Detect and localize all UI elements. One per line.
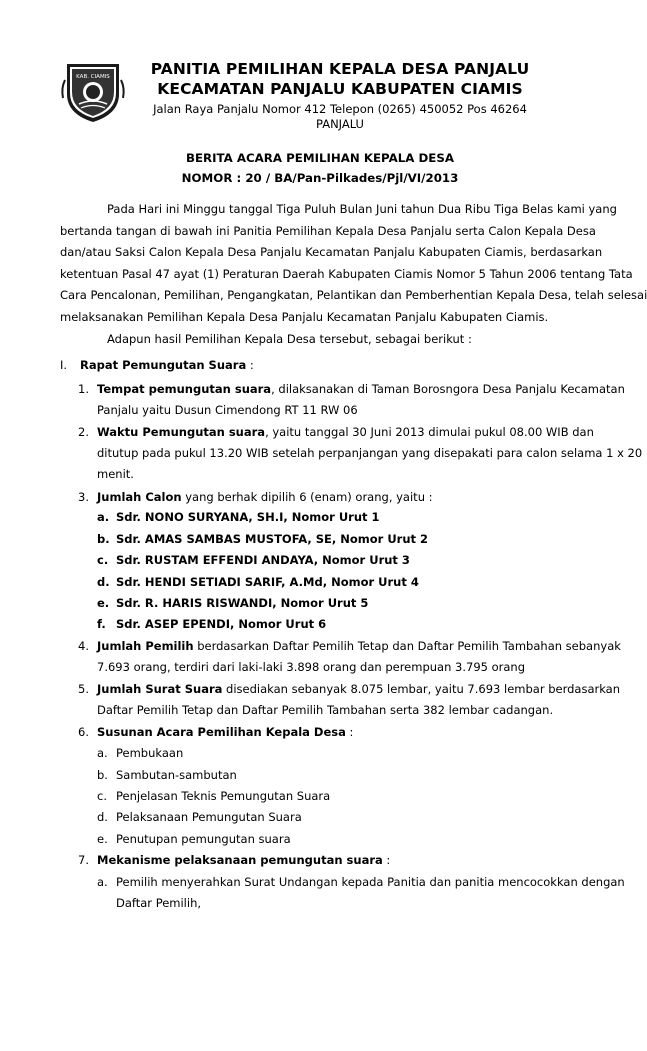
item-4-text: berdasarkan Daftar Pemilih Tetap dan Daftar Pemilih Tambahan sebanyak (193, 639, 621, 653)
result-intro: Adapun hasil Pemilihan Kepala Desa tersebut, sebagai berikut : (107, 332, 472, 346)
candidate-name: Sdr. AMAS SAMBAS MUSTOFA, SE, Nomor Urut 2 (116, 532, 429, 546)
item-4-line-1 (97, 636, 621, 657)
item-5-line-2: Daftar Pemilih Tetap dan Daftar Pemilih Tambahan serta 382 lembar cadangan. (97, 703, 554, 717)
section-title: Rapat Pemungutan Suara (80, 358, 247, 372)
letterhead-line-2: KECAMATAN PANJALU KABUPATEN CIAMIS (157, 80, 523, 98)
candidate-letter: c. (97, 553, 109, 567)
item-number: 2. (78, 425, 89, 439)
intro-line: dan/atau Saksi Calon Kepala Desa Panjalu Kecamatan Panjalu Kabupaten Ciamis, berdasarkan (60, 245, 603, 259)
item-7-line-1 (97, 850, 390, 871)
item-2-heading: Waktu Pemungutan suara (97, 425, 266, 439)
candidate-name: Sdr. RUSTAM EFFENDI ANDAYA, Nomor Urut 3 (116, 553, 410, 567)
agenda-item: Pembukaan (116, 746, 184, 760)
agenda-letter: c. (97, 789, 107, 803)
section-heading (80, 355, 254, 376)
section-title-suffix: : (246, 358, 254, 372)
item-1-line-1 (97, 379, 625, 400)
item-5-line-1 (97, 679, 621, 700)
item-6-heading: Susunan Acara Pemilihan Kepala Desa (97, 725, 346, 739)
item-2-line-3: menit. (97, 467, 134, 481)
item-2-line-1 (97, 422, 594, 443)
item-7-sub-line-2: Daftar Pemilih, (116, 896, 202, 910)
candidate-letter: a. (97, 510, 110, 524)
letterhead-line-1: PANITIA PEMILIHAN KEPALA DESA PANJALU (150, 60, 530, 78)
item-2-text: , yaitu tanggal 30 Juni 2013 dimulai pukul 08.00 WIB dan (265, 425, 594, 439)
candidate-letter: e. (97, 596, 110, 610)
item-7-sub-letter: a. (97, 875, 108, 889)
candidate-letter: d. (97, 575, 110, 589)
intro-line: Pada Hari ini Minggu tanggal Tiga Puluh Bulan Juni tahun Dua Ribu Tiga Belas kami yang (107, 202, 617, 216)
letterhead-address: Jalan Raya Panjalu Nomor 412 Telepon (0265) 450052 Pos 46264 (153, 102, 527, 116)
agenda-letter: d. (97, 810, 108, 824)
item-5-heading: Jumlah Surat Suara (97, 682, 223, 696)
intro-line: Cara Pencalonan, Pemilihan, Pengangkatan, Pelantikan dan Pemberhentian Kepala Desa, telah selesai (60, 288, 647, 302)
item-7-heading: Mekanisme pelaksanaan pemungutan suara (97, 853, 383, 867)
section-number: I. (60, 358, 68, 372)
item-number: 7. (78, 853, 89, 867)
item-4-heading: Jumlah Pemilih (97, 639, 194, 653)
item-number: 4. (78, 639, 89, 653)
item-1-text: , dilaksanakan di Taman Borosngora Desa Panjalu Kecamatan (271, 382, 625, 396)
item-2-line-2: ditutup pada pukul 13.20 WIB setelah perpanjangan yang disepakati para calon selama 1 x 20 (97, 446, 643, 460)
item-1-heading: Tempat pemungutan suara (97, 382, 272, 396)
candidate-letter: f. (97, 617, 106, 631)
intro-line: bertanda tangan di bawah ini Panitia Pemilihan Kepala Desa Panjalu serta Calon Kepala Desa (60, 223, 596, 238)
agenda-item: Sambutan-sambutan (116, 768, 237, 782)
agenda-letter: e. (97, 832, 108, 846)
item-number: 6. (78, 725, 89, 739)
ciamis-emblem-logo (59, 58, 127, 126)
document-number: NOMOR : 20 / BA/Pan-Pilkades/Pjl/VI/2013 (181, 171, 459, 185)
candidate-name: Sdr. NONO SURYANA, SH.I, Nomor Urut 1 (116, 510, 380, 524)
item-4-line-2: 7.693 orang, terdiri dari laki-laki 3.898 orang dan perempuan 3.795 orang (97, 660, 526, 674)
intro-line: ketentuan Pasal 47 ayat (1) Peraturan Daerah Kabupaten Ciamis Nomor 5 Tahun 2006 tentang Tata (60, 266, 633, 281)
item-3-text: yang berhak dipilih 6 (enam) orang, yaitu : (181, 490, 433, 504)
item-3-line-1 (97, 487, 433, 508)
candidate-name: Sdr. HENDI SETIADI SARIF, A.Md, Nomor Urut 4 (116, 575, 419, 589)
agenda-item: Penutupan pemungutan suara (116, 832, 291, 846)
item-7-text: : (382, 853, 391, 867)
document-title: BERITA ACARA PEMILIHAN KEPALA DESA (186, 151, 454, 165)
item-6-text: : (345, 725, 354, 739)
intro-paragraph (60, 199, 647, 328)
candidate-letter: b. (97, 532, 110, 546)
item-7-sub-line-1: Pemilih menyerahkan Surat Undangan kepada Panitia dan panitia mencocokkan dengan (116, 875, 625, 889)
item-6-line-1 (97, 722, 353, 743)
agenda-letter: a. (97, 746, 108, 760)
item-1-line-2: Panjalu yaitu Dusun Cimendong RT 11 RW 06 (97, 403, 358, 417)
logo-text: KAB. CIAMIS (76, 74, 110, 80)
item-number: 5. (78, 682, 89, 696)
agenda-item: Penjelasan Teknis Pemungutan Suara (116, 789, 331, 803)
agenda-item: Pelaksanaan Pemungutan Suara (116, 810, 302, 824)
intro-line: melaksanakan Pemilihan Kepala Desa Panjalu Kecamatan Panjalu Kabupaten Ciamis. (60, 309, 549, 324)
item-3-heading: Jumlah Calon (97, 490, 182, 504)
item-number: 1. (78, 382, 89, 396)
item-number: 3. (78, 490, 89, 504)
candidate-name: Sdr. R. HARIS RISWANDI, Nomor Urut 5 (116, 596, 369, 610)
letterhead-city: PANJALU (316, 117, 364, 131)
candidate-name: Sdr. ASEP EPENDI, Nomor Urut 6 (116, 617, 327, 631)
agenda-letter: b. (97, 768, 108, 782)
item-5-text: disediakan sebanyak 8.075 lembar, yaitu 7.693 lembar berdasarkan (222, 682, 621, 696)
